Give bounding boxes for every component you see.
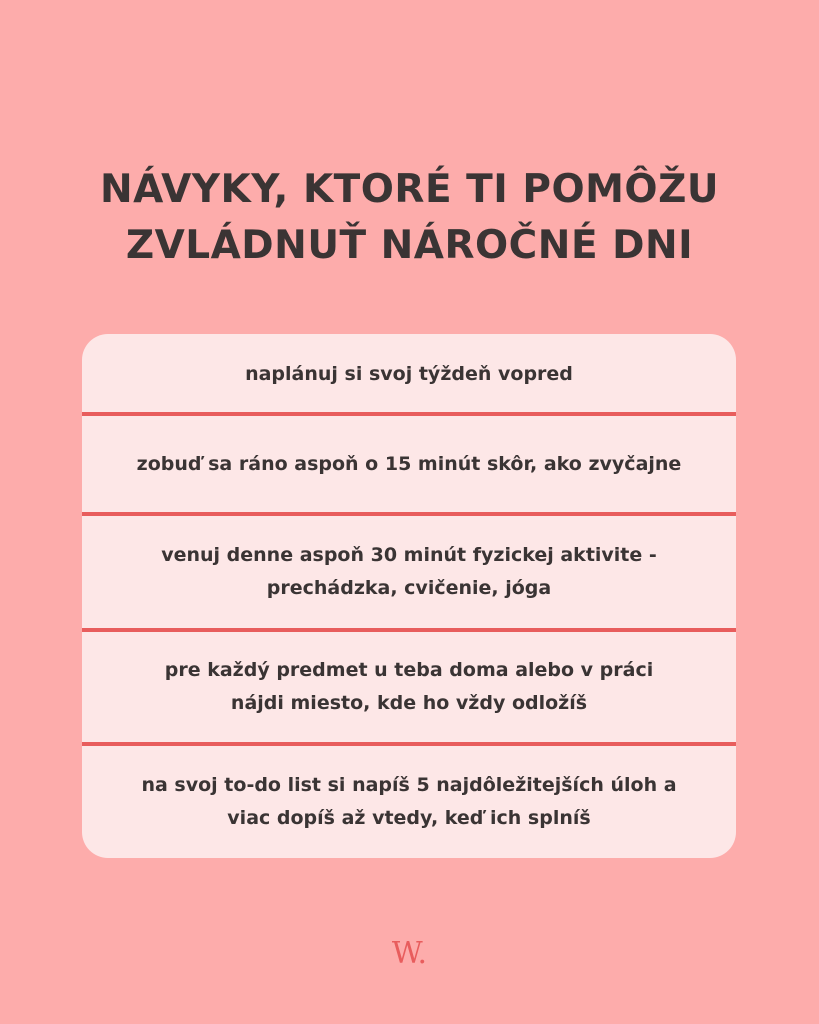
habit-text-block <box>141 769 676 835</box>
habit-text-block <box>165 654 654 720</box>
habit-text: naplánuj si svoj týždeň vopred <box>245 362 573 385</box>
brand-logo: W. <box>391 936 428 971</box>
habit-text: zobuď sa ráno aspoň o 15 minút skôr, ako zvyčajne <box>136 452 682 475</box>
habits-card <box>82 334 736 858</box>
habit-text: pre každý predmet u teba doma alebo v práci <box>164 659 654 681</box>
habit-text: nájdi miesto, kde ho vždy odložíš <box>230 692 588 714</box>
title-line-1: NÁVYKY, KTORÉ TI POMÔŽU <box>99 167 720 212</box>
habit-text: na svoj to-do list si napíš 5 najdôležitejších úloh a <box>141 774 677 796</box>
habit-text: venuj denne aspoň 30 minút fyzickej aktivite - <box>161 544 657 566</box>
title-line-2: ZVLÁDNUŤ NÁROČNÉ DNI <box>125 223 694 268</box>
habit-item <box>82 334 736 414</box>
habit-text-block <box>161 539 657 605</box>
habit-text: prechádzka, cvičenie, jóga <box>266 577 552 599</box>
habit-item <box>82 632 736 742</box>
habit-text: viac dopíš až vtedy, keď ich splníš <box>227 807 591 829</box>
habit-item <box>82 416 736 512</box>
page-title <box>0 162 819 274</box>
habit-item <box>82 516 736 628</box>
habit-item <box>82 746 736 858</box>
